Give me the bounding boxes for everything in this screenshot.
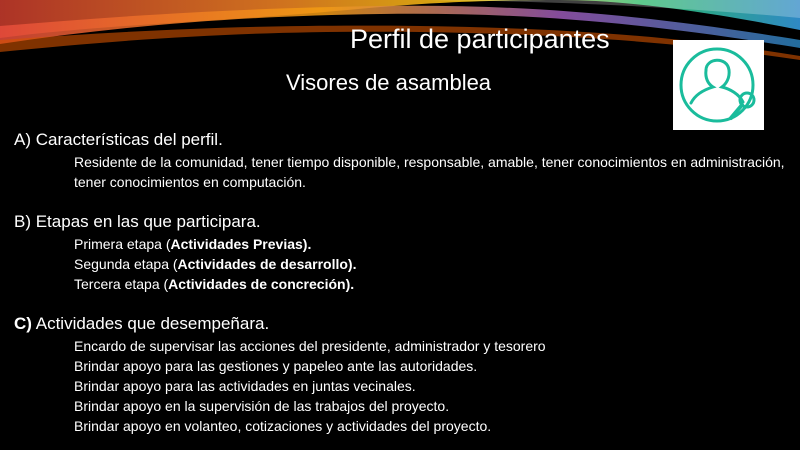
item-bold-text: Actividades Previas). bbox=[170, 236, 312, 252]
section-letter: B) bbox=[14, 212, 31, 231]
section-letter: C) bbox=[14, 314, 32, 333]
section-heading-text: Actividades que desempeñara. bbox=[31, 314, 270, 333]
list-item bbox=[74, 336, 794, 356]
list-item bbox=[74, 152, 794, 192]
profile-search-icon bbox=[673, 40, 764, 130]
slide-title: Perfil de participantes bbox=[350, 24, 610, 54]
item-text: Brindar apoyo para las gestiones y papeleo ante las autoridades. bbox=[74, 358, 478, 374]
item-text: Primera etapa ( bbox=[74, 236, 171, 252]
item-text: Segunda etapa ( bbox=[74, 256, 178, 272]
item-text: Brindar apoyo para las actividades en juntas vecinales. bbox=[74, 378, 416, 394]
section-heading-text: Características del perfil. bbox=[31, 130, 223, 149]
item-text: Encardo de supervisar las acciones del presidente, administrador y tesorero bbox=[74, 338, 546, 354]
list-item bbox=[74, 416, 794, 436]
item-bold-text: Actividades de concreción). bbox=[168, 276, 355, 292]
list-item bbox=[74, 356, 794, 376]
section-heading bbox=[14, 128, 794, 152]
slide-subtitle: Visores de asamblea bbox=[286, 70, 492, 95]
section-etapas bbox=[14, 210, 794, 294]
section-heading bbox=[14, 210, 794, 234]
item-text: Tercera etapa ( bbox=[74, 276, 169, 292]
section-heading bbox=[14, 312, 794, 336]
item-bold-text: Actividades de desarrollo). bbox=[177, 256, 357, 272]
item-text: Residente de la comunidad, tener tiempo disponible, responsable, amable, tener conocimientos en administración, tener conocimientos en computación. bbox=[74, 154, 785, 190]
list-item bbox=[74, 234, 794, 254]
slide-content bbox=[14, 128, 794, 436]
list-item bbox=[74, 254, 794, 274]
list-item bbox=[74, 396, 794, 416]
item-text: Brindar apoyo en volanteo, cotizaciones y actividades del proyecto. bbox=[74, 418, 492, 434]
list-item bbox=[74, 376, 794, 396]
section-letter: A) bbox=[14, 130, 31, 149]
section-actividades bbox=[14, 312, 794, 436]
section-caracteristicas bbox=[14, 128, 794, 192]
section-heading-text: Etapas en las que participara. bbox=[31, 212, 261, 231]
list-item bbox=[74, 274, 794, 294]
item-text: Brindar apoyo en la supervisión de las trabajos del proyecto. bbox=[74, 398, 450, 414]
